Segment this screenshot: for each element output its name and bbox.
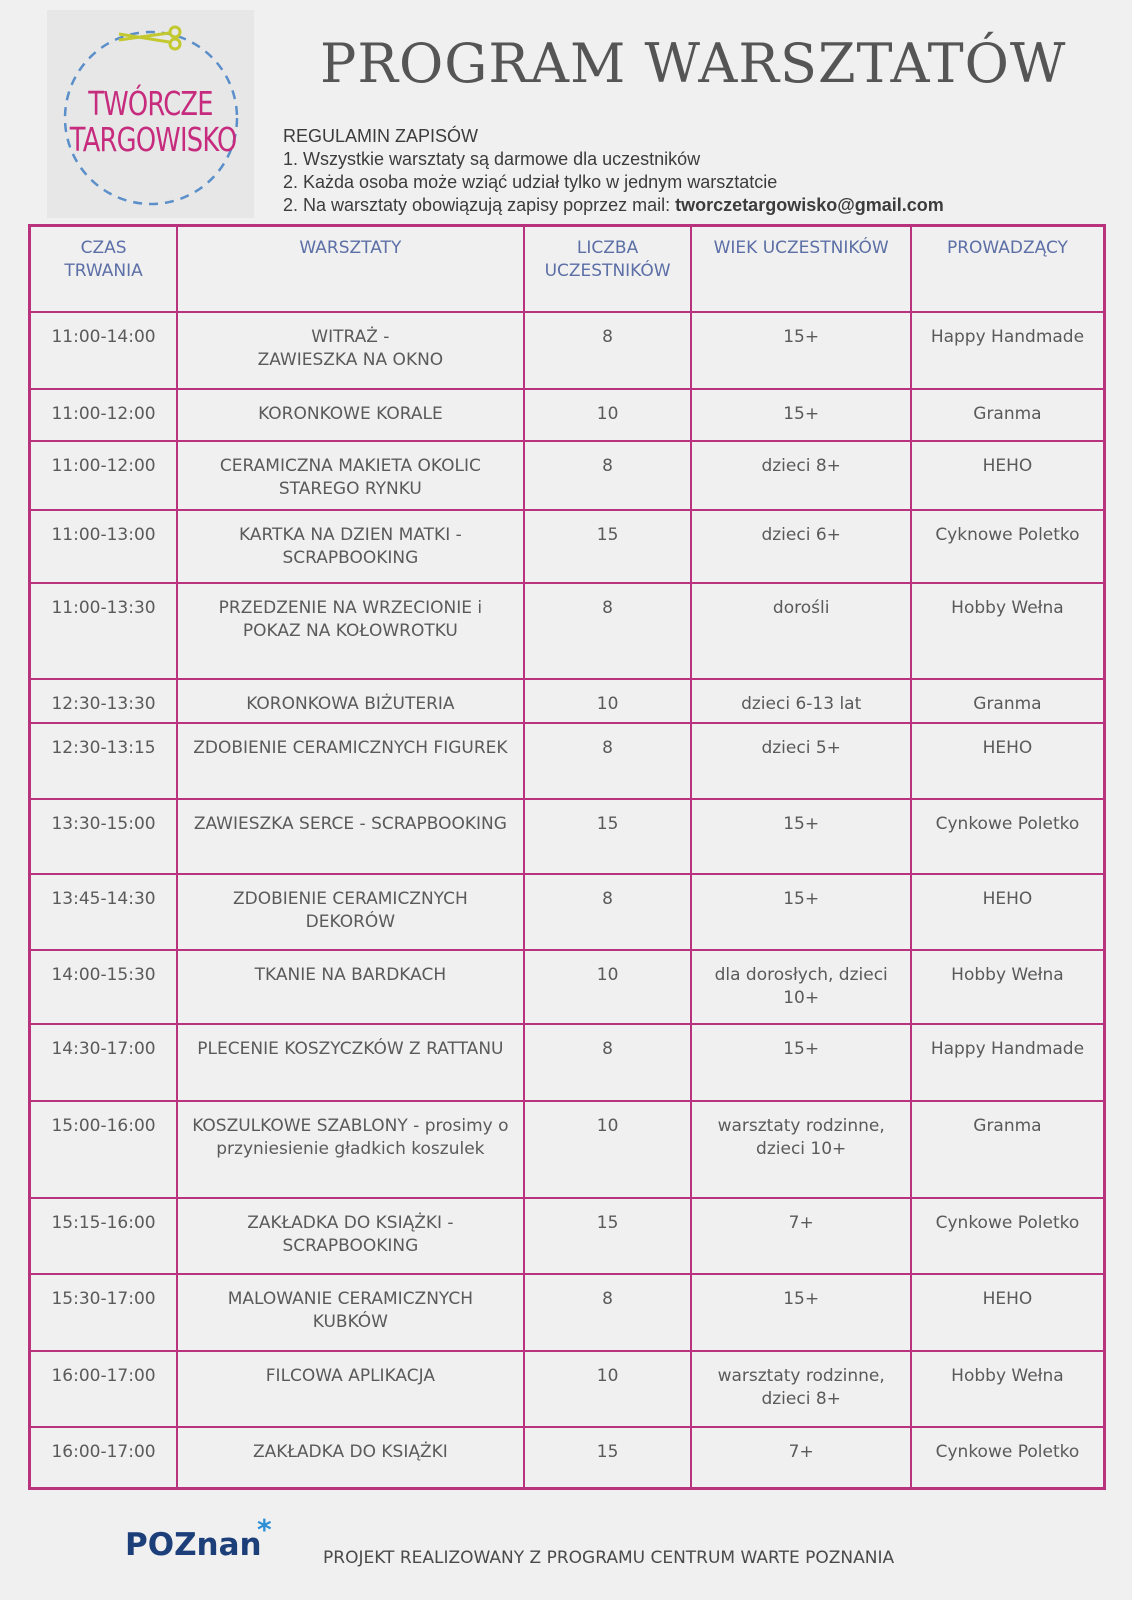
cell-host-line: Cynkowe Poletko: [935, 813, 1080, 834]
cell-workshop-line: PLECENIE KOSZYCZKÓW Z RATTANU: [197, 1038, 504, 1059]
cell-workshop-line: FILCOWA APLIKACJA: [265, 1365, 435, 1386]
cell-age: [691, 583, 910, 679]
cell-workshop-line: przyniesienie gładkich koszulek: [216, 1138, 485, 1159]
cell-count-line: 15: [596, 813, 619, 834]
cell-time-line: 11:00-13:00: [51, 524, 156, 545]
cell-age-line: dzieci 8+: [761, 1388, 841, 1409]
cell-host: [911, 1198, 1105, 1274]
cell-age-line: dzieci 10+: [756, 1138, 847, 1159]
header-participant-count: [524, 226, 692, 312]
cell-workshop-line: DEKORÓW: [305, 911, 396, 932]
cell-time: [30, 1101, 178, 1198]
cell-count: [524, 950, 692, 1024]
star-icon: *: [257, 1513, 272, 1546]
scissors-icon: [119, 27, 180, 49]
cell-age: [691, 1101, 910, 1198]
cell-host-line: Hobby Wełna: [951, 597, 1064, 618]
table-row: [30, 510, 1105, 583]
cell-host-line: Granma: [973, 1115, 1042, 1136]
cell-age: [691, 441, 910, 510]
header-line: TRWANIA: [64, 261, 143, 281]
cell-time: [30, 874, 178, 950]
cell-workshop-line: PRZEDZENIE NA WRZECIONIE i: [218, 597, 483, 618]
header-line: WIEK UCZESTNIKÓW: [713, 238, 889, 258]
cell-count-line: 8: [602, 737, 613, 758]
cell-count-line: 8: [602, 888, 613, 909]
cell-time: [30, 723, 178, 799]
cell-host: [911, 1024, 1105, 1101]
cell-workshop: [177, 1351, 524, 1427]
rule-item-text: 2. Na warsztaty obowiązują zapisy poprzez mail:: [283, 195, 676, 215]
cell-time-line: 13:30-15:00: [51, 813, 156, 834]
cell-time: [30, 1198, 178, 1274]
cell-workshop-line: STAREGO RYNKU: [278, 478, 422, 499]
logo-line2: TARGOWISKO: [69, 120, 237, 159]
cell-host-line: Granma: [973, 403, 1042, 424]
cell-host: [911, 510, 1105, 583]
cell-count: [524, 874, 692, 950]
table-row: [30, 1101, 1105, 1198]
cell-workshop: [177, 510, 524, 583]
rule-item: 2. Każda osoba może wziąć udział tylko w jednym warsztatcie: [283, 172, 778, 192]
cell-count: [524, 510, 692, 583]
cell-workshop-line: WITRAŻ -: [311, 326, 390, 347]
cell-time-line: 16:00-17:00: [51, 1441, 156, 1462]
footer-project-note: PROJEKT REALIZOWANY Z PROGRAMU CENTRUM WARTE POZNANIA: [323, 1548, 895, 1568]
tworcze-targowisko-logo: [47, 10, 254, 218]
cell-workshop-line: KOSZULKOWE SZABLONY - prosimy o: [192, 1115, 509, 1136]
cell-age-line: dzieci 6+: [761, 524, 841, 545]
logo-line1: TWÓRCZE: [88, 84, 213, 123]
cell-host-line: Granma: [973, 693, 1042, 714]
cell-count: [524, 389, 692, 441]
cell-time-line: 12:30-13:15: [51, 737, 156, 758]
cell-host: [911, 950, 1105, 1024]
cell-time: [30, 510, 178, 583]
cell-count-line: 10: [596, 1365, 619, 1386]
cell-workshop: [177, 312, 524, 389]
cell-time-line: 12:30-13:30: [51, 693, 156, 714]
cell-time: [30, 1351, 178, 1427]
email-link[interactable]: tworczetargowisko@gmail.com: [675, 195, 944, 215]
header-host: [911, 226, 1105, 312]
cell-age: [691, 723, 910, 799]
cell-host-line: HEHO: [982, 1288, 1033, 1309]
cell-host: [911, 874, 1105, 950]
cell-workshop-line: SCRAPBOOKING: [282, 547, 419, 568]
cell-time: [30, 441, 178, 510]
header-workshops: [177, 226, 524, 312]
cell-host: [911, 583, 1105, 679]
cell-workshop: [177, 583, 524, 679]
poznan-logo: [125, 1513, 272, 1563]
cell-host: [911, 389, 1105, 441]
header-line: UCZESTNIKÓW: [544, 261, 671, 281]
table-row: [30, 874, 1105, 950]
cell-host-line: HEHO: [982, 455, 1033, 476]
cell-time-line: 13:45-14:30: [51, 888, 156, 909]
cell-host: [911, 1427, 1105, 1489]
cell-workshop: [177, 723, 524, 799]
cell-age: [691, 1198, 910, 1274]
cell-time-line: 11:00-12:00: [51, 403, 156, 424]
rule-item: [283, 194, 1103, 217]
page-title: PROGRAM WARSZTATÓW: [320, 32, 1067, 95]
cell-host: [911, 723, 1105, 799]
cell-host-line: Hobby Wełna: [951, 964, 1064, 985]
table-row: [30, 679, 1105, 723]
cell-age-line: 15+: [783, 326, 820, 347]
cell-age: [691, 312, 910, 389]
header-line: WARSZTATY: [299, 238, 402, 258]
cell-host-line: HEHO: [982, 888, 1033, 909]
cell-host-line: Hobby Wełna: [951, 1365, 1064, 1386]
cell-host-line: Cynkowe Poletko: [935, 1441, 1080, 1462]
cell-workshop: [177, 1274, 524, 1351]
cell-count: [524, 312, 692, 389]
cell-age: [691, 510, 910, 583]
cell-age: [691, 679, 910, 723]
header-duration: [30, 226, 178, 312]
cell-workshop-line: SCRAPBOOKING: [282, 1235, 419, 1256]
cell-workshop-line: ZAKŁADKA DO KSIĄŻKI: [252, 1441, 448, 1462]
cell-count-line: 15: [596, 1441, 619, 1462]
cell-time: [30, 1024, 178, 1101]
cell-age-line: warsztaty rodzinne,: [717, 1365, 885, 1386]
cell-age-line: dzieci 5+: [761, 737, 841, 758]
cell-workshop: [177, 1101, 524, 1198]
cell-time: [30, 389, 178, 441]
cell-time: [30, 583, 178, 679]
cell-age-line: 15+: [783, 813, 820, 834]
poznan-logo-text: POZnan: [125, 1527, 262, 1563]
cell-count-line: 10: [596, 1115, 619, 1136]
cell-count-line: 10: [596, 964, 619, 985]
cell-time: [30, 679, 178, 723]
cell-workshop-line: KORONKOWE KORALE: [258, 403, 443, 424]
header-line: LICZBA: [576, 238, 639, 258]
registration-rules: [283, 125, 1103, 217]
cell-age: [691, 799, 910, 874]
cell-count-line: 8: [602, 1288, 613, 1309]
cell-age: [691, 1351, 910, 1427]
cell-count: [524, 1351, 692, 1427]
rules-heading: REGULAMIN ZAPISÓW: [283, 126, 479, 146]
cell-workshop: [177, 679, 524, 723]
cell-count-line: 10: [596, 693, 619, 714]
cell-age: [691, 874, 910, 950]
cell-count: [524, 799, 692, 874]
cell-time-line: 11:00-14:00: [51, 326, 156, 347]
cell-age-line: 15+: [783, 403, 820, 424]
cell-time: [30, 799, 178, 874]
cell-time-line: 11:00-12:00: [51, 455, 156, 476]
cell-age-line: dla dorosłych, dzieci: [714, 964, 888, 985]
table-row: [30, 1351, 1105, 1427]
cell-count: [524, 1024, 692, 1101]
cell-age-line: 10+: [783, 987, 820, 1008]
cell-workshop-line: ZAWIESZKA SERCE - SCRAPBOOKING: [193, 813, 507, 834]
cell-time-line: 14:00-15:30: [51, 964, 156, 985]
table-row: [30, 1427, 1105, 1489]
cell-count: [524, 1101, 692, 1198]
cell-count-line: 15: [596, 524, 619, 545]
header-participant-age: [691, 226, 910, 312]
cell-time-line: 16:00-17:00: [51, 1365, 156, 1386]
table-row: [30, 1024, 1105, 1101]
cell-host: [911, 1351, 1105, 1427]
cell-host-line: Cynkowe Poletko: [935, 1212, 1080, 1233]
table-row: [30, 723, 1105, 799]
cell-time-line: 15:00-16:00: [51, 1115, 156, 1136]
cell-host: [911, 441, 1105, 510]
cell-age: [691, 1274, 910, 1351]
cell-host-line: Happy Handmade: [930, 1038, 1085, 1059]
cell-count: [524, 723, 692, 799]
cell-age-line: 15+: [783, 888, 820, 909]
cell-workshop-line: ZDOBIENIE CERAMICZNYCH: [232, 888, 468, 909]
cell-workshop-line: KARTKA NA DZIEN MATKI -: [239, 524, 462, 545]
cell-workshop: [177, 1427, 524, 1489]
cell-time: [30, 312, 178, 389]
cell-workshop-line: ZDOBIENIE CERAMICZNYCH FIGUREK: [193, 737, 508, 758]
cell-workshop-line: ZAKŁADKA DO KSIĄŻKI -: [247, 1212, 454, 1233]
cell-count-line: 10: [596, 403, 619, 424]
cell-host-line: Happy Handmade: [930, 326, 1085, 347]
cell-host: [911, 799, 1105, 874]
cell-age-line: dorośli: [772, 597, 830, 618]
cell-count: [524, 1198, 692, 1274]
cell-count-line: 15: [596, 1212, 619, 1233]
cell-age-line: warsztaty rodzinne,: [717, 1115, 885, 1136]
cell-workshop-line: POKAZ NA KOŁOWROTKU: [242, 620, 458, 641]
cell-workshop-line: TKANIE NA BARDKACH: [254, 964, 447, 985]
cell-count-line: 8: [602, 455, 613, 476]
cell-workshop: [177, 799, 524, 874]
cell-count: [524, 1274, 692, 1351]
table-row: [30, 583, 1105, 679]
cell-age-line: dzieci 6-13 lat: [741, 693, 862, 714]
cell-count-line: 8: [602, 597, 613, 618]
cell-age: [691, 1427, 910, 1489]
cell-age-line: 15+: [783, 1288, 820, 1309]
cell-time-line: 15:30-17:00: [51, 1288, 156, 1309]
workshop-schedule-table: [28, 224, 1106, 1490]
cell-count: [524, 583, 692, 679]
cell-host: [911, 679, 1105, 723]
cell-workshop: [177, 950, 524, 1024]
cell-count: [524, 679, 692, 723]
table-header-row: [30, 226, 1105, 312]
cell-workshop: [177, 1024, 524, 1101]
cell-workshop-line: CERAMICZNA MAKIETA OKOLIC: [219, 455, 481, 476]
cell-time: [30, 950, 178, 1024]
cell-age-line: 15+: [783, 1038, 820, 1059]
header-line: CZAS: [80, 238, 127, 258]
cell-time: [30, 1274, 178, 1351]
cell-age-line: 7+: [788, 1441, 814, 1462]
cell-time-line: 15:15-16:00: [51, 1212, 156, 1233]
table-row: [30, 1274, 1105, 1351]
cell-age: [691, 1024, 910, 1101]
cell-count: [524, 1427, 692, 1489]
cell-host: [911, 1274, 1105, 1351]
cell-age-line: 7+: [788, 1212, 814, 1233]
cell-workshop-line: KORONKOWA BIŻUTERIA: [246, 693, 455, 714]
header-line: PROWADZĄCY: [946, 238, 1068, 258]
cell-host-line: Cyknowe Poletko: [935, 524, 1080, 545]
cell-workshop-line: ZAWIESZKA NA OKNO: [257, 349, 444, 370]
cell-workshop: [177, 1198, 524, 1274]
cell-count: [524, 441, 692, 510]
cell-workshop-line: KUBKÓW: [312, 1311, 388, 1332]
cell-age: [691, 950, 910, 1024]
cell-time-line: 11:00-13:30: [51, 597, 156, 618]
cell-host: [911, 312, 1105, 389]
table-row: [30, 1198, 1105, 1274]
cell-host-line: HEHO: [982, 737, 1033, 758]
cell-age: [691, 389, 910, 441]
table-row: [30, 441, 1105, 510]
cell-host: [911, 1101, 1105, 1198]
cell-workshop: [177, 389, 524, 441]
table-row: [30, 312, 1105, 389]
cell-time: [30, 1427, 178, 1489]
cell-age-line: dzieci 8+: [761, 455, 841, 476]
cell-workshop: [177, 874, 524, 950]
table-row: [30, 799, 1105, 874]
cell-count-line: 8: [602, 1038, 613, 1059]
cell-time-line: 14:30-17:00: [51, 1038, 156, 1059]
table-row: [30, 950, 1105, 1024]
cell-workshop-line: MALOWANIE CERAMICZNYCH: [227, 1288, 474, 1309]
table-row: [30, 389, 1105, 441]
cell-workshop: [177, 441, 524, 510]
rule-item: 1. Wszystkie warsztaty są darmowe dla uczestników: [283, 149, 701, 169]
cell-count-line: 8: [602, 326, 613, 347]
